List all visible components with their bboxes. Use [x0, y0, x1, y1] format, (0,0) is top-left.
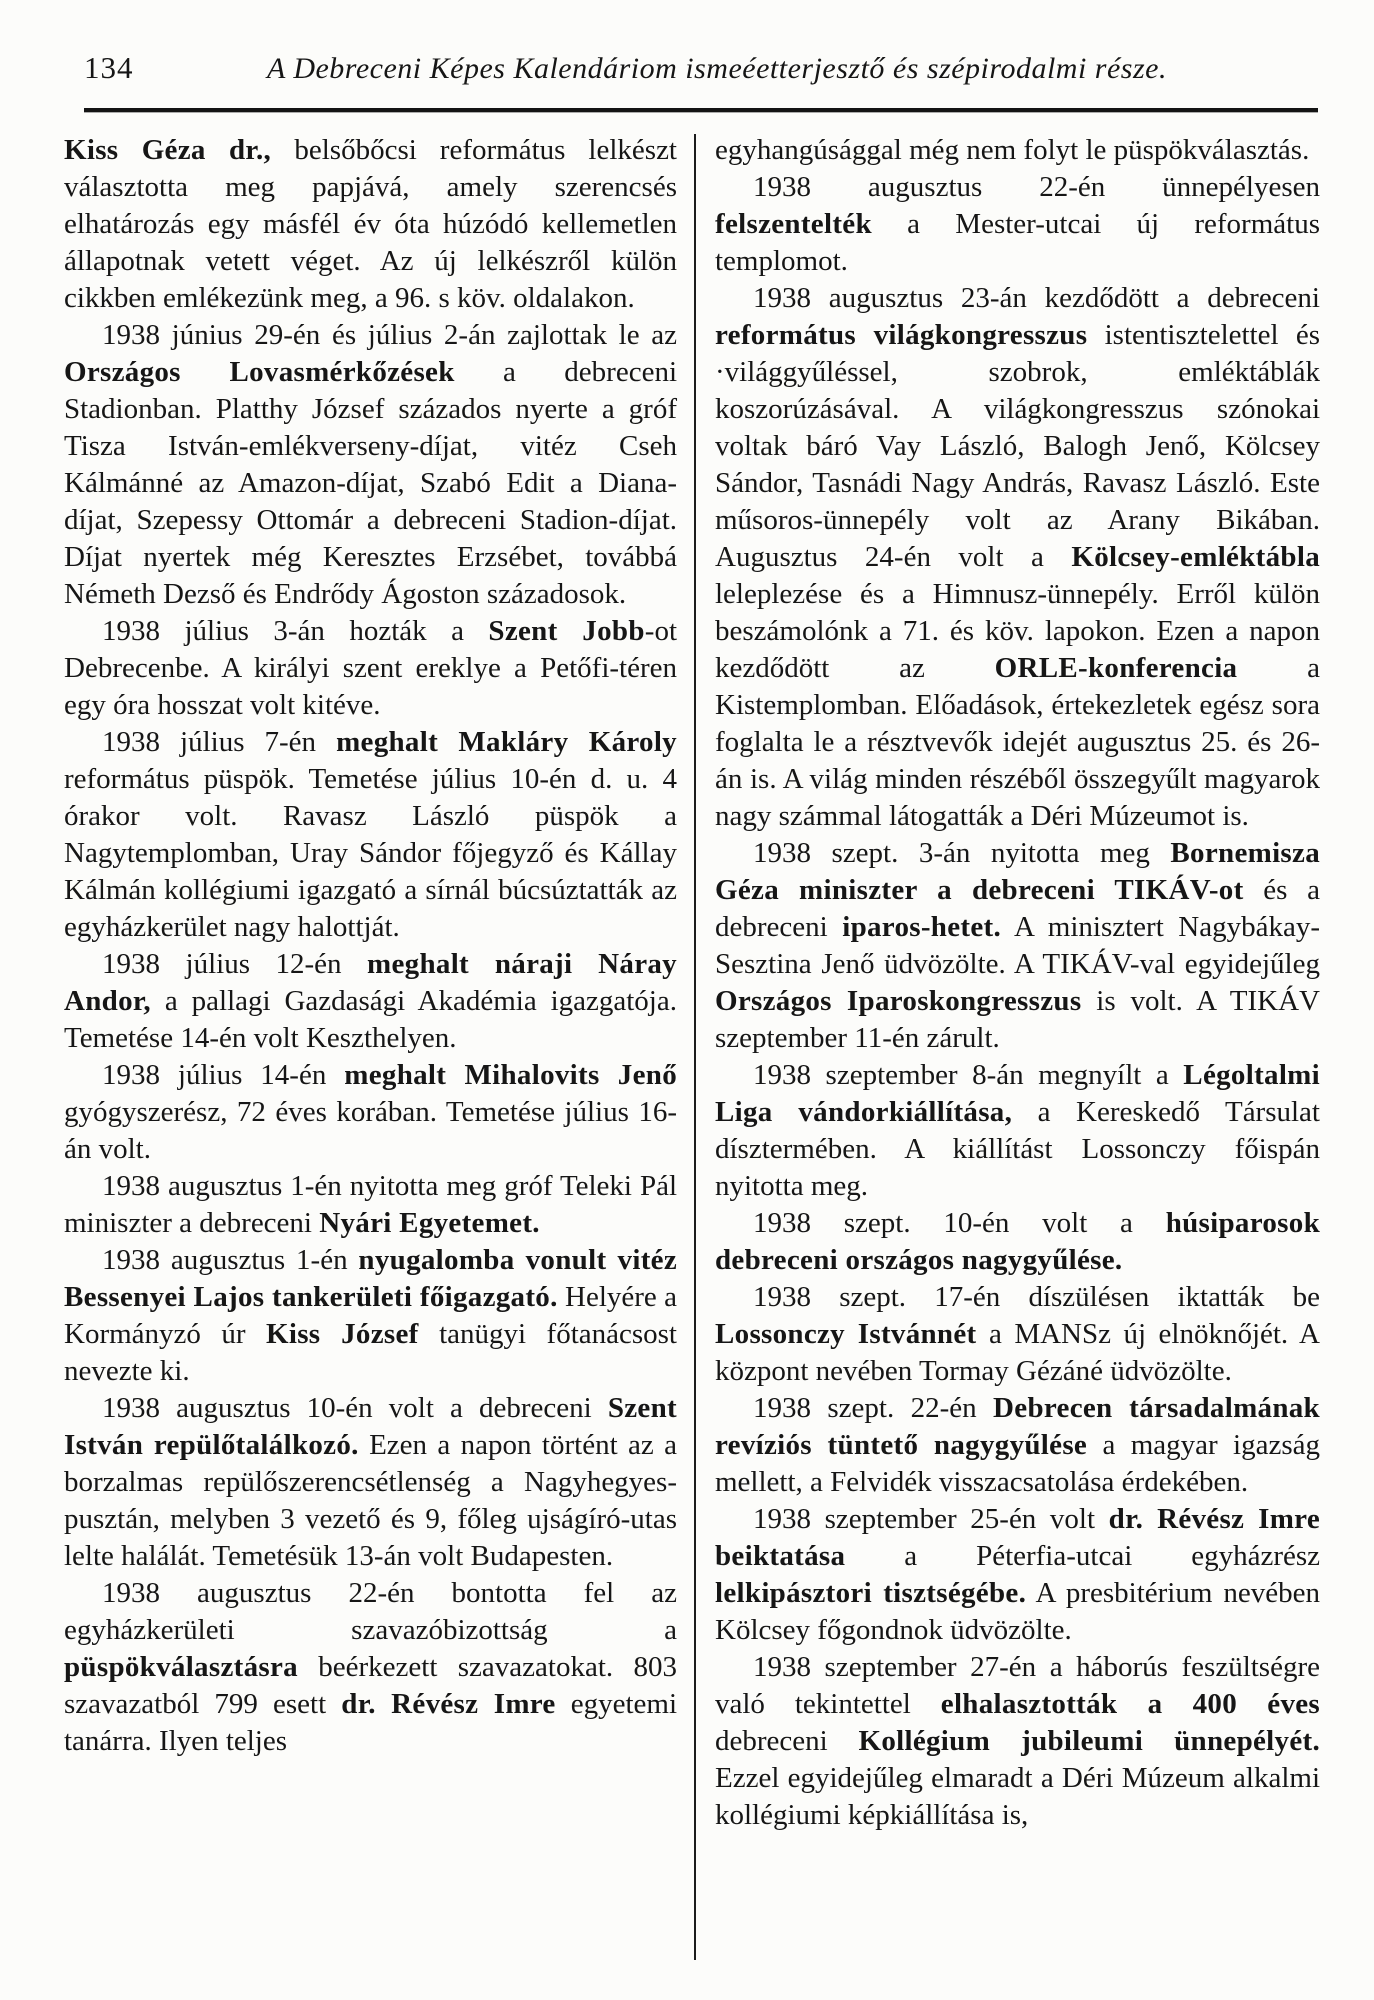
text-run: a magyar igazság mellett, a Felvidék visszacsatolása érdekében. — [715, 1429, 1320, 1498]
text-run: Ezen a napon történt az a borzalmas repülőszerencsétlenség a Nagyhegyes-pusztán, melyben 3 vezető és 9, főleg ujságíró-utas lelte halálát. Temetésük 13-án volt Budapesten. — [64, 1429, 678, 1572]
bold-text-run: püspökválasztásra — [64, 1651, 298, 1683]
text-run: 1938 szeptember 27-én a háborús feszültségre való tekintettel — [715, 1651, 1320, 1720]
bold-text-run: meghalt Makláry Károly — [336, 726, 677, 758]
paragraph — [715, 280, 1320, 835]
bold-text-run: iparos-hetet. — [842, 911, 1002, 943]
text-run: a Péterfia-utcai egyházrész — [845, 1540, 1320, 1572]
paragraph — [64, 1242, 677, 1390]
paragraph — [64, 1575, 677, 1760]
paragraph — [64, 613, 677, 724]
bold-text-run: lelkipásztori tisztségébe. — [715, 1577, 1027, 1609]
text-run: 1938 június 29-én és július 2-án zajlottak le az — [102, 319, 677, 351]
bold-text-run: meghalt Mihalovits Jenő — [344, 1059, 677, 1091]
text-run: debreceni — [715, 1725, 859, 1757]
paragraph — [64, 1057, 677, 1168]
text-run: 1938 szept. 10-én volt a — [753, 1207, 1166, 1239]
bold-text-run: elhalasztották a 400 éves — [940, 1688, 1321, 1720]
text-run: Helyére a Kormányzó úr — [64, 1281, 677, 1350]
paragraph — [64, 724, 677, 946]
paragraph — [715, 132, 1320, 169]
text-run: a Kistemplomban. Előadások, értekezletek egész sora foglalta le a résztvevők idejét augusztus 25. és 26-án is. A világ minden részéből összegyűlt magyarok nagy számmal látogatták a Déri Múzeumot is. — [715, 652, 1320, 832]
text-run: istentisztelettel és ·világgyűléssel, szobrok, emléktáblák koszorúzásával. A világkongresszus szónokai voltak báró Vay László, Balogh Jenő, Kölcsey Sándor, Tasnádi Nagy András, Ravasz László. Este műsoros-ünnepély volt az Arany Bikában. Augusztus 24-én volt a — [715, 319, 1320, 573]
text-run: 1938 augusztus 1-én nyitotta meg gróf Teleki Pál miniszter a debreceni — [64, 1170, 677, 1239]
bold-text-run: Kollégium jubileumi ünnepélyét. — [858, 1725, 1320, 1757]
bold-text-run: ORLE-konferencia — [994, 652, 1238, 684]
bold-text-run: Szent Jobb — [488, 615, 645, 647]
text-run: 1938 augusztus 22-én ünnepélyesen — [753, 171, 1320, 203]
bold-text-run: Országos Lovasmérkőzések — [64, 356, 455, 388]
text-run: egyhangúsággal még nem folyt le püspökválasztás. — [715, 134, 1310, 166]
bold-text-run: dr. Révész Imre beiktatása — [715, 1503, 1321, 1572]
paragraph — [715, 1205, 1320, 1279]
text-run: leleplezése és a Himnusz-ünnepély. Erről külön beszámolónk a 71. és köv. lapokon. Ezen a napon kezdődött az — [715, 578, 1320, 684]
bold-text-run: Légoltalmi Liga vándorkiállítása, — [715, 1059, 1320, 1128]
bold-text-run: Kiss József — [265, 1318, 419, 1350]
bold-text-run: húsiparosok debreceni országos nagygyűlése. — [715, 1207, 1320, 1276]
running-title: A Debreceni Képes Kalendáriom ismeéetterjesztő és szépirodalmi része. — [267, 52, 1167, 85]
text-run: református püspök. Temetése július 10-én d. u. 4 órakor volt. Ravasz László püspök a Nagytemplomban, Uray Sándor főjegyző és Kállay Kálmán kollégiumi igazgató a sírnál búcsúztatták az egyházkerület nagy halottját. — [64, 763, 677, 943]
bold-text-run: dr. Révész Imre — [341, 1688, 556, 1720]
paragraph — [715, 1390, 1320, 1501]
paragraph — [64, 1390, 677, 1575]
text-run: a MANSz új elnöknőjét. A központ nevében Tormay Gézáné üdvözölte. — [715, 1318, 1321, 1387]
text-run: gyógyszerész, 72 éves korában. Temetése július 16-án volt. — [64, 1096, 677, 1165]
bold-text-run: Debrecen társadalmának revíziós tüntető nagygyűlése — [715, 1392, 1320, 1461]
paragraph — [715, 1649, 1320, 1834]
bold-text-run: Nyári Egyetemet. — [319, 1207, 540, 1239]
bold-text-run: felszentelték — [715, 208, 872, 240]
bold-text-run: Országos Iparoskongresszus — [715, 985, 1082, 1017]
text-run: 1938 szept. 22-én — [753, 1392, 994, 1424]
column-divider — [694, 134, 696, 1960]
text-run: 1938 augusztus 1-én — [102, 1244, 359, 1276]
page-header — [0, 0, 1374, 96]
text-run: a pallagi Gazdasági Akadémia igazgatója. Temetése 14-én volt Keszthelyen. — [64, 985, 677, 1054]
text-run: 1938 szeptember 8-án megnyílt a — [753, 1059, 1184, 1091]
right-column — [715, 132, 1320, 1834]
text-run: tanügyi főtanácsost nevezte ki. — [64, 1318, 677, 1387]
bold-text-run: Kiss Géza dr., — [64, 134, 295, 166]
paragraph — [64, 1168, 677, 1242]
text-run: 1938 július 7-én — [102, 726, 337, 758]
header-rule — [84, 108, 1318, 112]
text-run: a debreceni Stadionban. Platthy József százados nyerte a gróf Tisza István-emlékverseny-díjat, vitéz Cseh Kálmánné az Amazon-díjat, Szabó Edit a Diana-díjat, Szepessy Ottomár a debreceni Stadion-díjat. Díjat nyertek még Keresztes Erzsébet, továbbá Németh Dezső és Endrődy Ágoston századosok. — [64, 356, 677, 610]
paragraph — [715, 835, 1320, 1057]
paragraph — [64, 946, 677, 1057]
paragraph — [64, 132, 677, 317]
paragraph — [64, 317, 677, 613]
text-run: 1938 július 12-én — [102, 948, 368, 980]
text-run: 1938 július 3-án hozták a — [102, 615, 489, 647]
text-run: -ot Debrecenbe. A királyi szent ereklye a Petőfi-téren egy óra hosszat volt kitéve. — [64, 615, 677, 721]
bold-text-run: nyugalomba vonult vitéz Bessenyei Lajos tankerületi főigazgató. — [64, 1244, 677, 1313]
text-run: egyetemi tanárra. Ilyen teljes — [64, 1688, 677, 1757]
text-run: 1938 július 14-én — [102, 1059, 345, 1091]
text-run: Ezzel egyidejűleg elmaradt a Déri Múzeum alkalmi kollégiumi képkiállítása is, — [715, 1762, 1320, 1831]
text-run: beérkezett szavazatokat. 803 szavazatból 799 esett — [64, 1651, 677, 1720]
paragraph — [715, 1057, 1320, 1205]
paragraph — [715, 1501, 1320, 1649]
left-column — [64, 132, 677, 1760]
bold-text-run: Kölcsey-emléktábla — [1071, 541, 1320, 573]
text-columns — [64, 132, 1320, 1960]
text-run: 1938 szeptember 25-én volt — [753, 1503, 1109, 1535]
bold-text-run: meghalt náraji Náray Andor, — [64, 948, 677, 1017]
text-run: 1938 augusztus 10-én volt a debreceni — [102, 1392, 608, 1424]
bold-text-run: református világkongresszus — [715, 319, 1088, 351]
paragraph — [715, 1279, 1320, 1390]
text-run: A presbitérium nevében Kölcsey főgondnok üdvözölte. — [715, 1577, 1320, 1646]
text-run: is volt. A TIKÁV szeptember 11-én zárult. — [715, 985, 1320, 1054]
text-run: a Mester-utcai új református templomot. — [715, 208, 1320, 277]
text-run: 1938 augusztus 22-én bontotta fel az egyházkerületi szavazóbizottság a — [64, 1577, 677, 1646]
text-run: a Kereskedő Társulat dísztermében. A kiállítást Lossonczy főispán nyitotta meg. — [715, 1096, 1320, 1202]
text-run: 1938 augusztus 23-án kezdődött a debreceni — [753, 282, 1320, 314]
bold-text-run: Szent István repülőtalálkozó. — [64, 1392, 677, 1461]
paragraph — [715, 169, 1320, 280]
text-run: A minisztert Nagybákay-Sesztina Jenő üdvözölte. A TIKÁV-val egyidejűleg — [715, 911, 1320, 980]
text-run: 1938 szept. 3-án nyitotta meg — [753, 837, 1171, 869]
text-run: és a debreceni — [715, 874, 1320, 943]
text-run: belsőbőcsi református lelkészt választotta meg papjává, amely szerencsés elhatározás egy másfél év óta húzódó kellemetlen állapotnak vetett véget. Az új lelkészről külön cikkben emlékezünk meg, a 96. s köv. oldalakon. — [64, 134, 677, 314]
bold-text-run: Lossonczy Istvánnét — [715, 1318, 977, 1350]
text-run: 1938 szept. 17-én díszülésen iktatták be — [753, 1281, 1320, 1313]
page-number: 134 — [84, 50, 134, 85]
bold-text-run: Bornemisza Géza miniszter a debreceni TIKÁV-ot — [715, 837, 1320, 906]
